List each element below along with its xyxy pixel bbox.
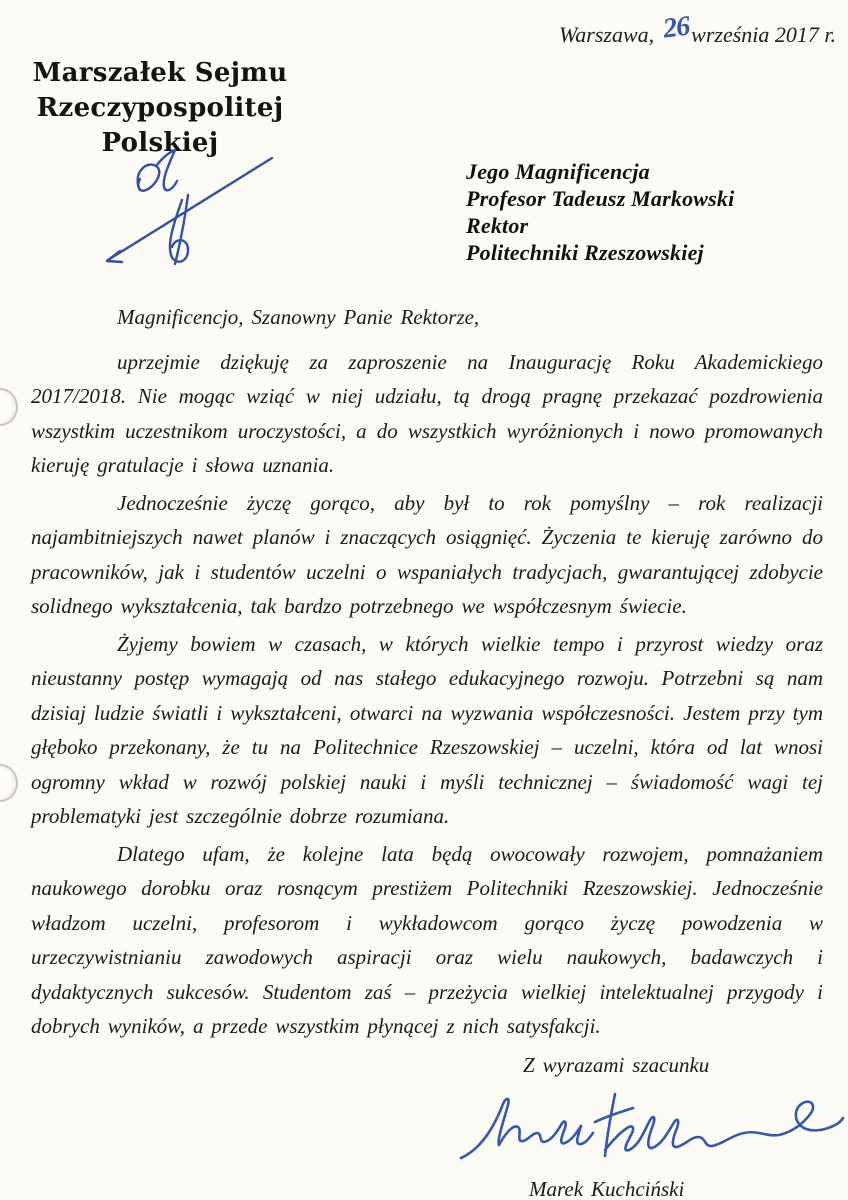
- signature-scribble: [455, 1088, 847, 1170]
- letterhead: [24, 56, 296, 161]
- body-paragraph-2: Jednocześnie życzę gorąco, aby był to rok pomyślny – rok realizacji najambitniejszych nawet planów i znaczących osiągnięć. Życzenia te kieruję zarówno do pracowników, jak i studentów uczelni o wspaniałych tradycjach, gwarantującej zdobycie solidnego wykształcenia, tak bardzo potrzebnego we współczesnym świecie.: [31, 490, 823, 618]
- body-paragraph-4: Dlatego ufam, że kolejne lata będą owocowały rozwojem, pomnażaniem naukowego dorobku oraz rosnącym prestiżem Politechniki Rzeszowskiej. Jednocześnie władzom uczelni, profesorom i wykładowcom gorąco życzę powodzenia w urzeczywistnianiu zawodowych aspiracji oraz wielu naukowych, badawczych i dydaktycznych sukcesów. Studentom zaś – przeżycia wielkiej intelektualnej przygody i dobrych wyników, a przede wszystkim płynącej z nich satysfakcji.: [31, 841, 823, 1038]
- date-city: Warszawa,: [558, 22, 655, 47]
- body-paragraph-3: Żyjemy bowiem w czasach, w których wielkie tempo i przyrost wiedzy oraz nieustanny postęp wymagają od nas stałego edukacyjnego rozwoju. Potrzebni są nam dzisiaj ludzie światli i wykształceni, otwarci na wyzwania współczesności. Jestem przy tym głęboko przekonany, że tu na Politechnice Rzeszowskiej – uczelni, która od lat wnosi ogromny wkład w rozwój polskiej nauki i myśli technicznej – świadomość wagi tej problematyki jest szczególnie dobrze rozumiana.: [31, 631, 823, 828]
- addressee-line-4: Politechniki Rzeszowskiej: [466, 240, 704, 265]
- handwritten-annotation: [96, 148, 278, 276]
- handwritten-day: 26: [661, 10, 692, 45]
- signatory-name: Marek Kuchciński: [529, 1177, 685, 1200]
- addressee-line-3: Rektor: [466, 213, 529, 238]
- date-rest: września 2017 r.: [691, 22, 836, 47]
- body-paragraph-1: uprzejmie dziękuję za zaproszenie na Inaugurację Roku Akademickiego 2017/2018. Nie mogąc wziąć w niej udziału, tą drogą pragnę przekazać pozdrowienia wszystkim uczestnikom uroczystości, a do wszystkich wyróżnionych i nowo promowanych kieruję gratulacje i słowa uznania.: [31, 349, 823, 477]
- punch-hole-shadow-bottom: [0, 764, 18, 802]
- letterhead-line1: Marszałek Sejmu: [32, 58, 288, 88]
- date-line: [558, 10, 836, 50]
- salutation: Magnificencjo, Szanowny Panie Rektorze,: [117, 305, 480, 329]
- addressee-line-1: Jego Magnificencja: [466, 159, 650, 184]
- punch-hole-shadow-top: [0, 388, 18, 426]
- closing-phrase: Z wyrazami szacunku: [523, 1052, 710, 1077]
- letter-body: [31, 300, 823, 1200]
- addressee-line-2: Profesor Tadeusz Markowski: [466, 186, 735, 211]
- letterhead-line2: Rzeczypospolitej Polskiej: [36, 93, 284, 158]
- addressee-block: [466, 158, 734, 266]
